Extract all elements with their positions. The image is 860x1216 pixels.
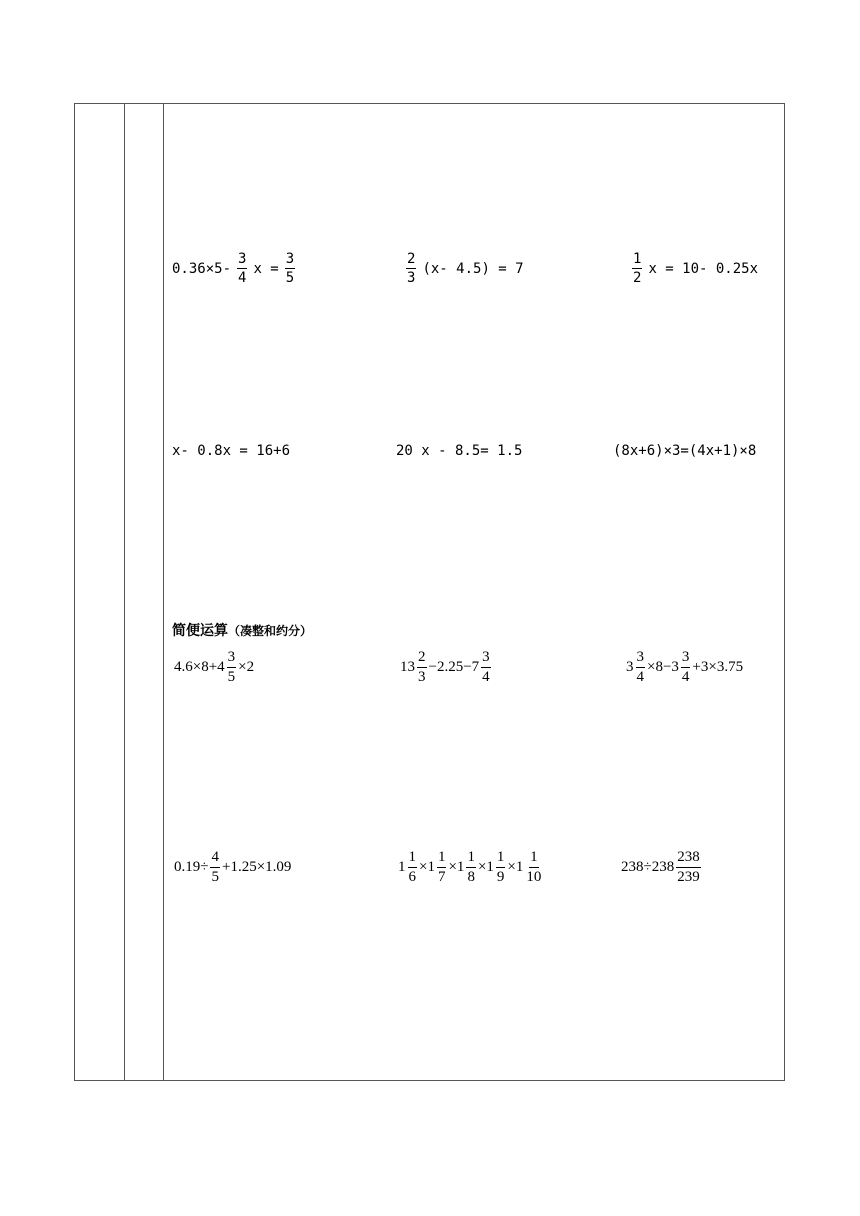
- calc-3: [626, 650, 743, 685]
- fraction: $\frac{1}{2}$: [633, 251, 642, 286]
- equation-text: x = 10- 0.25x: [648, 260, 759, 277]
- equation-text: x =: [253, 260, 279, 277]
- equation-2: [404, 252, 524, 285]
- fraction: $\frac{1}{9}$: [496, 849, 505, 885]
- calc-text: 238÷238: [621, 859, 675, 875]
- calc-2: [400, 650, 493, 685]
- calc-text: ×1: [419, 859, 435, 875]
- fraction: $\frac{3}{4}$: [681, 649, 690, 685]
- fraction: $\frac{4}{5}$: [211, 849, 219, 885]
- calc-text: 1: [398, 859, 406, 875]
- fraction: $\frac{2}{3}$: [407, 251, 416, 286]
- calc-5: [398, 850, 544, 885]
- calc-4: [174, 850, 291, 885]
- calc-text: −2.25−7: [428, 659, 480, 675]
- fraction: $\frac{238}{239}$: [677, 849, 700, 885]
- calc-text: ×1: [507, 859, 524, 875]
- calc-1: [174, 650, 254, 685]
- section-subtitle: （凑整和约分）: [228, 624, 313, 638]
- fraction: $\frac{3}{4}$: [482, 649, 490, 685]
- column-divider-1: [124, 103, 125, 1081]
- calc-text: 4.6×8+4: [174, 659, 225, 675]
- calc-text: 0.19÷: [174, 859, 209, 875]
- calc-text: ×2: [238, 659, 255, 675]
- equation-1: [172, 252, 297, 285]
- worksheet-table: [74, 103, 785, 1081]
- calc-text: 3: [626, 659, 634, 675]
- fraction: $\frac{3}{5}$: [227, 649, 236, 685]
- equation-4: x- 0.8x = 16+6: [172, 443, 291, 459]
- equation-6: (8x+6)×3=(4x+1)×8: [613, 443, 757, 459]
- section-heading: [172, 620, 312, 640]
- equation-text: (x- 4.5) = 7: [422, 260, 524, 277]
- calc-text: +1.25×1.09: [221, 859, 292, 875]
- calc-text: ×8−3: [647, 659, 679, 675]
- fraction: $\frac{3}{5}$: [285, 251, 295, 286]
- calc-6: [621, 850, 703, 885]
- calc-text: 13: [400, 659, 415, 675]
- fraction: $\frac{3}{4}$: [238, 251, 247, 286]
- calc-text: +3×3.75: [692, 659, 744, 675]
- equation-text: 0.36×5-: [172, 260, 232, 277]
- fraction: $\frac{1}{8}$: [467, 849, 475, 885]
- fraction: $\frac{1}{7}$: [437, 849, 446, 885]
- column-divider-2: [163, 103, 164, 1081]
- calc-text: ×1: [477, 859, 494, 875]
- calc-text: ×1: [448, 859, 465, 875]
- equation-3: [630, 252, 758, 285]
- fraction: $\frac{1}{10}$: [526, 849, 542, 885]
- equation-5: 20 x - 8.5= 1.5: [396, 443, 523, 459]
- fraction: $\frac{2}{3}$: [418, 649, 426, 685]
- section-title: 简便运算: [172, 623, 228, 639]
- fraction: $\frac{3}{4}$: [636, 649, 644, 685]
- fraction: $\frac{1}{6}$: [408, 849, 416, 885]
